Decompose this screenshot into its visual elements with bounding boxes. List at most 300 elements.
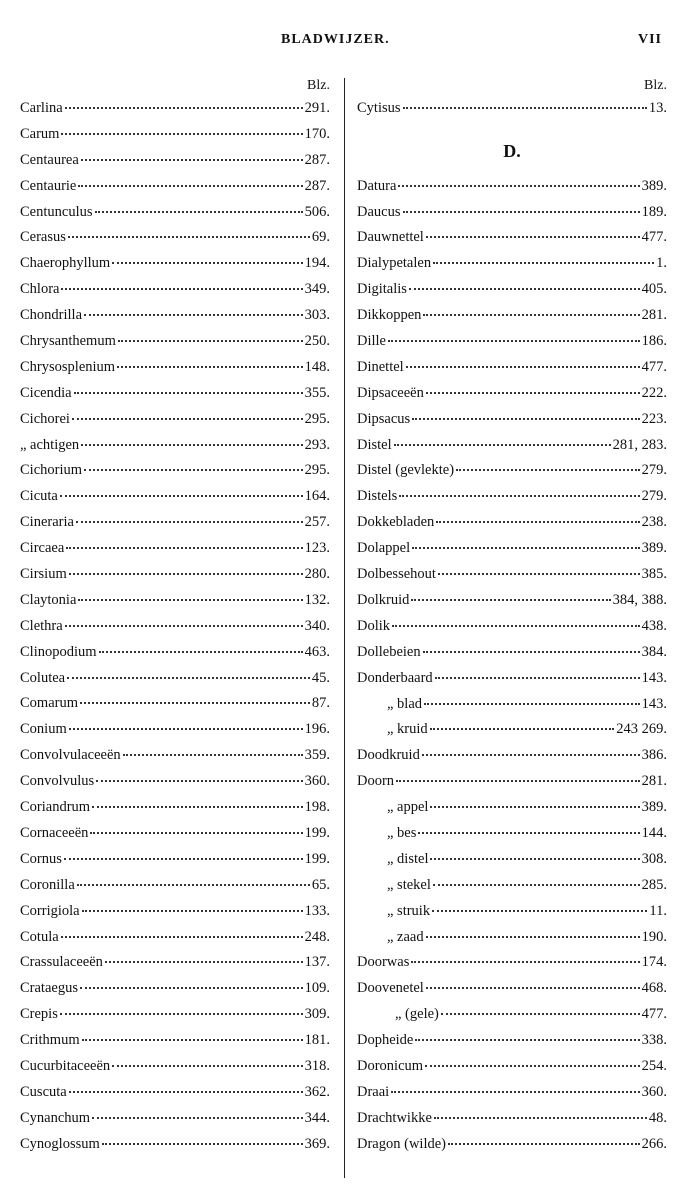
dot-leader <box>399 494 639 497</box>
dot-leader <box>422 753 640 756</box>
index-entry <box>20 488 330 514</box>
entry-name: Dille <box>357 333 386 350</box>
entry-name: Distel <box>357 436 392 453</box>
dot-leader <box>112 1064 302 1067</box>
index-entry <box>357 799 667 825</box>
dot-leader <box>78 184 302 187</box>
entry-name: Dopheide <box>357 1032 414 1049</box>
entry-page: 389. <box>641 799 667 816</box>
dot-leader <box>392 624 640 627</box>
entry-name: Doronicum <box>357 1057 424 1074</box>
dot-leader <box>396 779 640 782</box>
entry-page: 238. <box>641 514 667 531</box>
entry-page: 386. <box>641 747 667 764</box>
entry-page: 174. <box>641 954 667 971</box>
entry-page: 318. <box>304 1057 330 1074</box>
entry-name: Coriandrum <box>20 799 91 816</box>
dot-leader <box>438 572 640 575</box>
dot-leader <box>95 210 303 213</box>
entry-page: 405. <box>641 281 667 298</box>
entry-name: Dialypetalen <box>357 255 432 272</box>
entry-name: Convolvulaceeën <box>20 747 121 764</box>
entry-name: „ achtigen <box>20 436 80 453</box>
entry-name: Dipsacus <box>357 410 411 427</box>
index-entry <box>357 592 667 618</box>
dot-leader <box>425 1064 640 1067</box>
dot-leader <box>84 313 303 316</box>
index-entry <box>357 1084 667 1110</box>
dot-leader <box>394 443 611 446</box>
entry-page: 243 269. <box>616 721 667 738</box>
entry-page: 1. <box>656 255 667 272</box>
index-entry <box>20 851 330 877</box>
entry-page: 287. <box>304 177 330 194</box>
index-entry <box>357 333 667 359</box>
page-header <box>0 30 678 54</box>
entry-name: Doorn <box>357 773 395 790</box>
index-entry <box>357 281 667 307</box>
entry-name: Cirsium <box>20 566 67 583</box>
entry-page: 254. <box>641 1057 667 1074</box>
dot-leader <box>412 546 639 549</box>
dot-leader <box>68 235 310 238</box>
dot-leader <box>411 960 639 963</box>
dot-leader <box>61 132 302 135</box>
dot-leader <box>423 313 639 316</box>
index-entry <box>357 644 667 670</box>
entry-name: Cotula <box>20 928 59 945</box>
entry-name: Chaerophyllum <box>20 255 111 272</box>
entry-page: 384. <box>641 643 667 660</box>
entry-page: 281, 283. <box>612 436 667 453</box>
entry-page: 438. <box>641 617 667 634</box>
entry-name: Comarum <box>20 695 78 712</box>
dot-leader <box>430 805 639 808</box>
entry-name: Conium <box>20 721 67 738</box>
index-entry <box>20 1032 330 1058</box>
entry-page: 170. <box>304 125 330 142</box>
entry-page: 148. <box>304 358 330 375</box>
dot-leader <box>92 1116 303 1119</box>
index-entry <box>20 566 330 592</box>
index-entry <box>357 385 667 411</box>
entry-name: Dipsaceeën <box>357 384 424 401</box>
entry-name: „ zaad <box>387 928 424 945</box>
entry-page: 468. <box>641 980 667 997</box>
entry-page: 355. <box>304 384 330 401</box>
index-entry <box>357 825 667 851</box>
entry-page: 223. <box>641 410 667 427</box>
dot-leader <box>418 831 639 834</box>
entry-page: 360. <box>304 773 330 790</box>
page-number: VII <box>637 32 662 47</box>
entry-name: Dolkruid <box>357 591 410 608</box>
entry-name: Cichorei <box>20 410 70 427</box>
entry-name: „ bes <box>387 824 417 841</box>
section-letter: D. <box>503 140 521 161</box>
entry-page: 293. <box>304 436 330 453</box>
entry-page: 198. <box>304 799 330 816</box>
entry-name: Cornaceeën <box>20 824 89 841</box>
entry-name: Distel (gevlekte) <box>357 462 455 479</box>
entry-name: „ (gele) <box>395 1006 439 1023</box>
index-entry <box>20 126 330 152</box>
dot-leader <box>90 831 302 834</box>
entry-name: Chrysosplenium <box>20 358 116 375</box>
dot-leader <box>82 909 303 912</box>
entry-name: „ kruid <box>387 721 428 738</box>
dot-leader <box>69 572 303 575</box>
index-entry <box>20 954 330 980</box>
index-entry <box>20 385 330 411</box>
dot-leader <box>72 417 303 420</box>
index-entry <box>20 462 330 488</box>
entry-name: „ struik <box>387 902 431 919</box>
dot-leader <box>403 106 647 109</box>
entry-name: Crassulaceeën <box>20 954 103 971</box>
dot-leader <box>456 468 640 471</box>
index-entry <box>357 100 667 126</box>
entry-page: 186. <box>641 333 667 350</box>
entry-page: 164. <box>304 488 330 505</box>
entry-page: 477. <box>641 229 667 246</box>
entry-page: 340. <box>304 617 330 634</box>
index-entry <box>357 618 667 644</box>
dot-leader <box>426 391 640 394</box>
index-entry <box>357 437 667 463</box>
right-column <box>357 78 667 1162</box>
index-entry <box>20 540 330 566</box>
index-entry <box>20 903 330 929</box>
index-entry <box>20 229 330 255</box>
entry-name: Daucus <box>357 203 401 220</box>
entry-name: Chlora <box>20 281 60 298</box>
index-entry <box>357 540 667 566</box>
entry-page: 369. <box>304 1135 330 1152</box>
dot-leader <box>69 727 303 730</box>
dot-leader <box>441 1012 640 1015</box>
entry-page: 137. <box>304 954 330 971</box>
index-entry <box>20 333 330 359</box>
index-entry <box>20 1084 330 1110</box>
dot-leader <box>67 676 310 679</box>
index-entry <box>357 359 667 385</box>
entry-page: 389. <box>641 540 667 557</box>
entry-name: Cynanchum <box>20 1109 91 1126</box>
index-entry <box>20 980 330 1006</box>
entry-page: 344. <box>304 1109 330 1126</box>
blz-label: Blz. <box>644 78 667 93</box>
entry-page: 477. <box>641 1006 667 1023</box>
entry-page: 308. <box>641 850 667 867</box>
index-entry <box>357 1136 667 1162</box>
dot-leader <box>92 805 303 808</box>
page-title: BLADWIJZER. <box>281 32 390 47</box>
index-entry <box>20 204 330 230</box>
entry-page: 338. <box>641 1032 667 1049</box>
dot-leader <box>60 1012 303 1015</box>
entry-page: 196. <box>304 721 330 738</box>
index-entry <box>20 1058 330 1084</box>
entry-name: Drachtwikke <box>357 1109 432 1126</box>
dot-leader <box>81 158 303 161</box>
entry-page: 257. <box>304 514 330 531</box>
index-entry <box>357 929 667 955</box>
index-entry <box>357 670 667 696</box>
dot-leader <box>78 598 302 601</box>
entry-page: 13. <box>648 100 667 116</box>
index-entry <box>20 929 330 955</box>
index-entry <box>357 462 667 488</box>
index-entry <box>20 100 330 126</box>
right-entry-list <box>357 178 667 1162</box>
entry-page: 190. <box>641 928 667 945</box>
dot-leader <box>99 650 303 653</box>
entry-name: Dolbessehout <box>357 566 436 583</box>
index-entry <box>357 954 667 980</box>
dot-leader <box>430 857 639 860</box>
entry-name: Crepis <box>20 1006 58 1023</box>
entry-page: 295. <box>304 462 330 479</box>
entry-page: 48. <box>648 1109 667 1126</box>
entry-name: „ blad <box>387 695 423 712</box>
entry-name: Dinettel <box>357 358 404 375</box>
entry-name: Doorwas <box>357 954 410 971</box>
dot-leader <box>426 986 640 989</box>
index-entry <box>357 514 667 540</box>
index-entry <box>357 696 667 722</box>
index-entry <box>20 721 330 747</box>
dot-leader <box>415 1038 639 1041</box>
index-entry <box>357 903 667 929</box>
entry-name: Digitalis <box>357 281 407 298</box>
index-entry <box>357 178 667 204</box>
entry-page: 303. <box>304 307 330 324</box>
entry-name: Cucurbitaceeën <box>20 1057 111 1074</box>
index-entry <box>20 825 330 851</box>
entry-page: 309. <box>304 1006 330 1023</box>
entry-name: Claytonia <box>20 591 77 608</box>
entry-name: „ stekel <box>387 876 431 893</box>
index-entry <box>20 644 330 670</box>
entry-name: Circaea <box>20 540 65 557</box>
entry-page: 285. <box>641 876 667 893</box>
entry-page: 189. <box>641 203 667 220</box>
entry-name: Doodkruid <box>357 747 420 764</box>
dot-leader <box>74 391 303 394</box>
entry-name: Draai <box>357 1083 390 1100</box>
dot-leader <box>435 676 640 679</box>
dot-leader <box>434 1116 647 1119</box>
entry-page: 143. <box>641 669 667 686</box>
dot-leader <box>112 261 302 264</box>
index-entry <box>20 799 330 825</box>
index-entry <box>357 747 667 773</box>
entry-name: Clinopodium <box>20 643 97 660</box>
dot-leader <box>123 753 303 756</box>
index-entry <box>357 980 667 1006</box>
entry-name: Donderbaard <box>357 669 433 686</box>
index-entry <box>357 229 667 255</box>
index-entry <box>357 851 667 877</box>
entry-name: Cytisus <box>357 100 401 116</box>
entry-name: Doovenetel <box>357 980 424 997</box>
entry-name: Dolappel <box>357 540 411 557</box>
entry-page: 132. <box>304 591 330 608</box>
index-entry <box>357 307 667 333</box>
dot-leader <box>403 210 640 213</box>
entry-page: 477. <box>641 358 667 375</box>
entry-name: Centunculus <box>20 203 93 220</box>
entry-page: 65. <box>311 876 330 893</box>
entry-name: Cineraria <box>20 514 74 531</box>
dot-leader <box>118 339 303 342</box>
dot-leader <box>80 701 310 704</box>
dot-leader <box>102 1142 303 1145</box>
entry-name: „ appel <box>387 799 429 816</box>
entry-page: 45. <box>311 669 330 686</box>
index-entry <box>357 566 667 592</box>
entry-name: Crataegus <box>20 980 78 997</box>
entry-name: „ distel <box>387 850 429 867</box>
dot-leader <box>424 702 640 705</box>
entry-name: Colutea <box>20 669 66 686</box>
index-entry <box>20 592 330 618</box>
dot-leader <box>388 339 640 342</box>
dot-leader <box>433 261 654 264</box>
entry-name: Dauwnettel <box>357 229 424 246</box>
index-entry <box>357 411 667 437</box>
dot-leader <box>423 650 640 653</box>
entry-page: 362. <box>304 1083 330 1100</box>
index-entry <box>357 255 667 281</box>
left-column <box>20 78 330 1162</box>
entry-page: 143. <box>641 695 667 712</box>
entry-page: 359. <box>304 747 330 764</box>
entry-page: 360. <box>641 1083 667 1100</box>
index-entry <box>357 721 667 747</box>
dot-leader <box>436 520 639 523</box>
index-entry <box>20 359 330 385</box>
index-entry <box>20 255 330 281</box>
dot-leader <box>66 546 302 549</box>
dot-leader <box>84 468 303 471</box>
entry-page: 279. <box>641 462 667 479</box>
entry-page: 463. <box>304 643 330 660</box>
dot-leader <box>426 235 640 238</box>
entry-name: Carum <box>20 125 60 142</box>
dot-leader <box>426 935 640 938</box>
index-entry <box>20 747 330 773</box>
entry-page: 222. <box>641 384 667 401</box>
entry-name: Cuscuta <box>20 1083 67 1100</box>
index-entry <box>20 178 330 204</box>
entry-name: Cicendia <box>20 384 72 401</box>
entry-page: 506. <box>304 203 330 220</box>
dot-leader <box>76 520 303 523</box>
entry-page: 384, 388. <box>612 591 667 608</box>
index-entry <box>20 670 330 696</box>
entry-name: Chondrilla <box>20 307 83 324</box>
entry-page: 295. <box>304 410 330 427</box>
entry-page: 385. <box>641 566 667 583</box>
entry-page: 133. <box>304 902 330 919</box>
index-entry <box>20 411 330 437</box>
dot-leader <box>433 883 640 886</box>
left-entry-list <box>20 100 330 1162</box>
entry-page: 266. <box>641 1135 667 1152</box>
dot-leader <box>117 365 303 368</box>
index-entry <box>20 307 330 333</box>
dot-leader <box>64 857 303 860</box>
dot-leader <box>409 287 640 290</box>
entry-name: Centaurie <box>20 177 77 194</box>
entry-name: Dokkebladen <box>357 514 435 531</box>
index-entry <box>357 773 667 799</box>
entry-name: Cicuta <box>20 488 58 505</box>
dot-leader <box>391 1090 639 1093</box>
dot-leader <box>430 727 615 730</box>
entry-name: Cichorium <box>20 462 83 479</box>
index-entry <box>20 1110 330 1136</box>
index-entry <box>357 488 667 514</box>
entry-name: Corrigiola <box>20 902 80 919</box>
entry-name: Datura <box>357 177 397 194</box>
index-entry <box>20 437 330 463</box>
entry-page: 69. <box>311 229 330 246</box>
index-entry <box>357 1032 667 1058</box>
entry-page: 281. <box>641 307 667 324</box>
entry-page: 194. <box>304 255 330 272</box>
entry-page: 199. <box>304 824 330 841</box>
dot-leader <box>65 106 303 109</box>
dot-leader <box>69 1090 303 1093</box>
index-entry <box>357 1058 667 1084</box>
dot-leader <box>81 443 302 446</box>
entry-page: 11. <box>649 902 667 919</box>
index-entry <box>20 1006 330 1032</box>
dot-leader <box>398 184 639 187</box>
entry-page: 181. <box>304 1032 330 1049</box>
entry-page: 109. <box>304 980 330 997</box>
dot-leader <box>412 417 639 420</box>
entry-page: 87. <box>311 695 330 712</box>
dot-leader <box>82 1038 303 1041</box>
dot-leader <box>411 598 610 601</box>
entry-name: Dollebeien <box>357 643 421 660</box>
dot-leader <box>432 909 647 912</box>
dot-leader <box>406 365 640 368</box>
index-entry <box>357 1110 667 1136</box>
index-entry <box>20 281 330 307</box>
entry-page: 287. <box>304 151 330 168</box>
entry-name: Dikkoppen <box>357 307 422 324</box>
entry-page: 248. <box>304 928 330 945</box>
entry-page: 389. <box>641 177 667 194</box>
index-entry <box>357 204 667 230</box>
dot-leader <box>61 287 302 290</box>
entry-page: 250. <box>304 333 330 350</box>
entry-name: Cornus <box>20 850 62 867</box>
entry-page: 144. <box>641 824 667 841</box>
dot-leader <box>448 1142 640 1145</box>
entry-name: Chrysanthemum <box>20 333 116 350</box>
dot-leader <box>105 960 303 963</box>
index-entry <box>20 618 330 644</box>
index-entry <box>20 877 330 903</box>
entry-name: Clethra <box>20 617 63 634</box>
entry-name: Convolvulus <box>20 773 95 790</box>
